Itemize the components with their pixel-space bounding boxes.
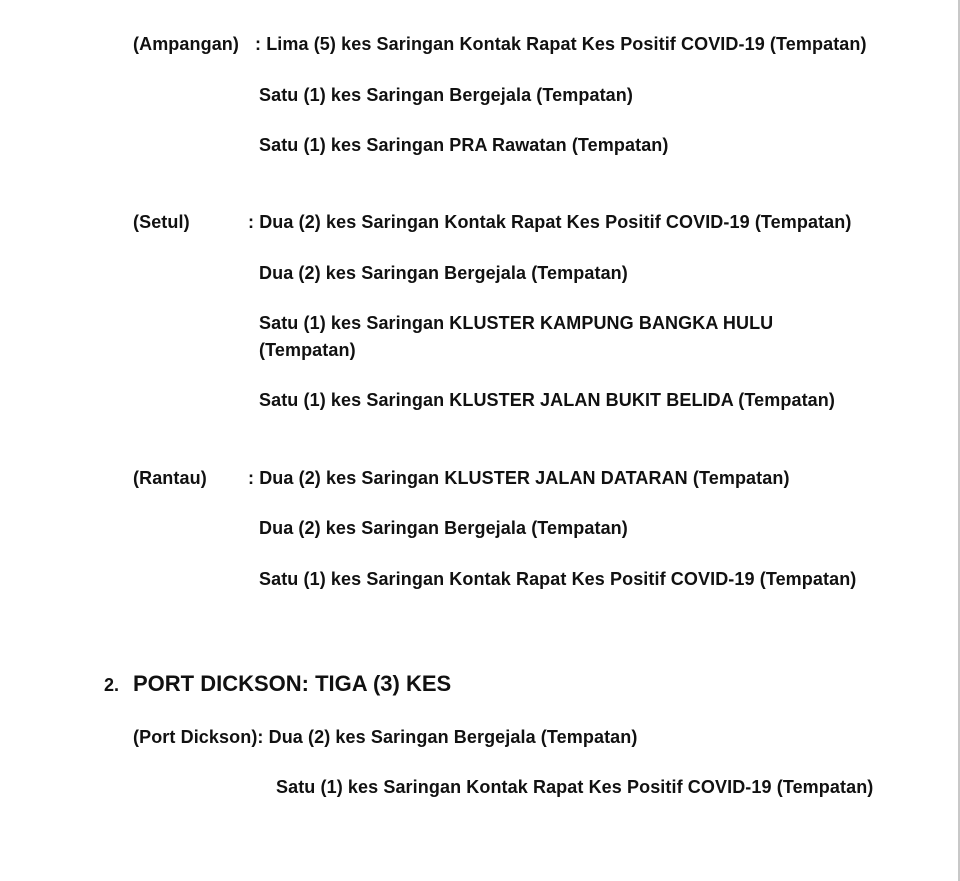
area-label-ampangan: (Ampangan): [133, 34, 239, 54]
rantau-item-1: : Dua (2) kes Saringan KLUSTER JALAN DATARAN (Tempatan): [248, 468, 790, 488]
ampangan-item-2: Satu (1) kes Saringan Bergejala (Tempatan): [259, 85, 633, 105]
section-title: PORT DICKSON: TIGA (3) KES: [133, 671, 452, 696]
setul-item-4: Satu (1) kes Saringan KLUSTER JALAN BUKIT BELIDA (Tempatan): [259, 390, 835, 410]
setul-item-3: Satu (1) kes Saringan KLUSTER KAMPUNG BANGKA HULU: [259, 313, 774, 333]
setul-item-3-continued: (Tempatan): [259, 340, 356, 360]
ampangan-item-3: Satu (1) kes Saringan PRA Rawatan (Tempatan): [259, 135, 669, 155]
ampangan-item-1: : Lima (5) kes Saringan Kontak Rapat Kes Positif COVID-19 (Tempatan): [255, 34, 867, 54]
setul-item-1: : Dua (2) kes Saringan Kontak Rapat Kes Positif COVID-19 (Tempatan): [248, 212, 852, 232]
section-heading-port-dickson: [104, 670, 451, 699]
port-dickson-item-2: Satu (1) kes Saringan Kontak Rapat Kes Positif COVID-19 (Tempatan): [276, 777, 874, 797]
area-label-rantau: (Rantau): [133, 468, 207, 488]
section-number: 2.: [104, 675, 120, 695]
setul-item-2: Dua (2) kes Saringan Bergejala (Tempatan): [259, 263, 628, 283]
area-label-setul: (Setul): [133, 212, 190, 232]
rantau-item-3: Satu (1) kes Saringan Kontak Rapat Kes Positif COVID-19 (Tempatan): [259, 569, 857, 589]
port-dickson-item-1: (Port Dickson): Dua (2) kes Saringan Bergejala (Tempatan): [133, 727, 638, 747]
rantau-item-2: Dua (2) kes Saringan Bergejala (Tempatan): [259, 518, 628, 538]
